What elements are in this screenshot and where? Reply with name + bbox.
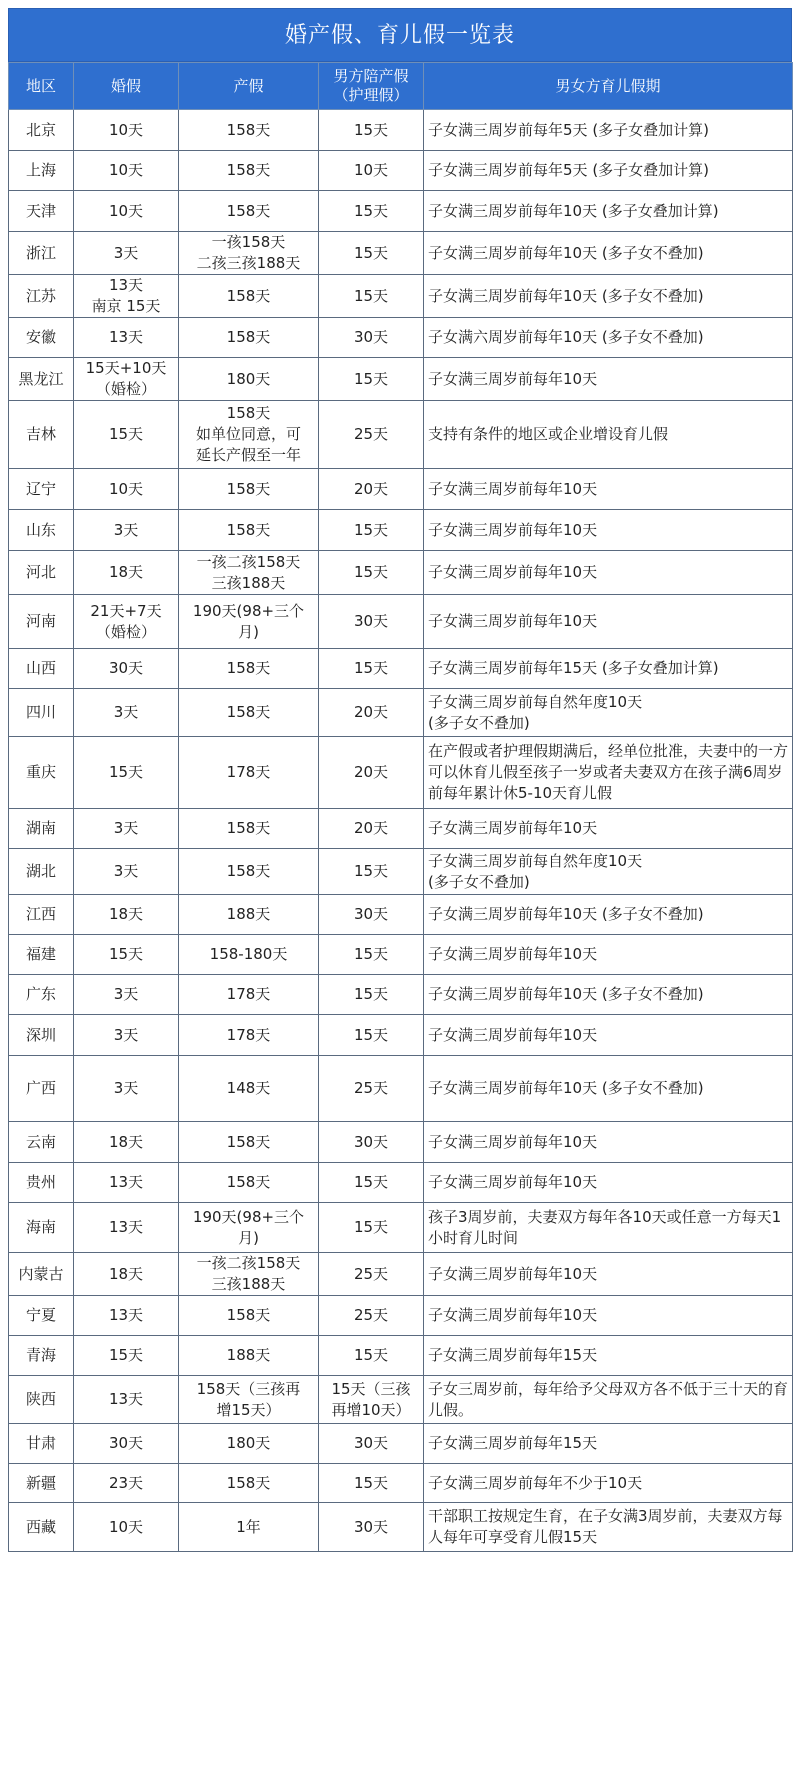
cell-paternity-leave: 15天 — [319, 1464, 424, 1503]
table-row — [9, 318, 793, 358]
cell-marriage-leave: 18天 — [74, 895, 179, 935]
cell-region: 安徽 — [9, 318, 74, 358]
cell-marriage-leave: 10天 — [74, 1503, 179, 1552]
table-row — [9, 151, 793, 191]
cell-maternity-leave: 158-180天 — [179, 935, 319, 975]
cell-maternity-leave: 180天 — [179, 1424, 319, 1464]
cell-childcare-leave: 支持有条件的地区或企业增设育儿假 — [424, 401, 793, 469]
cell-maternity-leave: 158天 — [179, 318, 319, 358]
cell-maternity-leave: 158天（三孩再 增15天） — [179, 1376, 319, 1424]
cell-region: 吉林 — [9, 401, 74, 469]
cell-region: 四川 — [9, 689, 74, 737]
cell-region: 北京 — [9, 110, 74, 151]
cell-childcare-leave: 子女满六周岁前每年10天 (多子女不叠加) — [424, 318, 793, 358]
cell-marriage-leave: 21天+7天 （婚检） — [74, 595, 179, 649]
cell-marriage-leave: 15天 — [74, 1336, 179, 1376]
cell-maternity-leave: 158天 — [179, 649, 319, 689]
cell-maternity-leave: 158天 — [179, 110, 319, 151]
cell-maternity-leave: 178天 — [179, 1015, 319, 1056]
leave-table-container — [8, 8, 792, 1552]
table-row — [9, 935, 793, 975]
cell-region: 广西 — [9, 1056, 74, 1122]
cell-marriage-leave: 10天 — [74, 469, 179, 510]
cell-childcare-leave: 子女满三周岁前每年5天 (多子女叠加计算) — [424, 151, 793, 191]
cell-maternity-leave: 158天 — [179, 1296, 319, 1336]
cell-maternity-leave: 一孩二孩158天 三孩188天 — [179, 1253, 319, 1296]
table-row — [9, 1424, 793, 1464]
table-row — [9, 551, 793, 595]
cell-marriage-leave: 3天 — [74, 510, 179, 551]
cell-region: 湖北 — [9, 849, 74, 895]
table-row — [9, 1253, 793, 1296]
cell-region: 重庆 — [9, 737, 74, 809]
cell-childcare-leave: 子女满三周岁前每年10天 (多子女不叠加) — [424, 1056, 793, 1122]
cell-marriage-leave: 13天 — [74, 1296, 179, 1336]
cell-region: 青海 — [9, 1336, 74, 1376]
cell-paternity-leave: 25天 — [319, 1056, 424, 1122]
cell-region: 云南 — [9, 1122, 74, 1163]
leave-table — [8, 62, 793, 1552]
table-title: 婚产假、育儿假一览表 — [8, 8, 792, 62]
cell-childcare-leave: 子女满三周岁前每年10天 (多子女不叠加) — [424, 275, 793, 318]
cell-marriage-leave: 3天 — [74, 849, 179, 895]
table-row — [9, 1296, 793, 1336]
cell-paternity-leave: 15天 — [319, 1336, 424, 1376]
cell-marriage-leave: 3天 — [74, 809, 179, 849]
cell-region: 山西 — [9, 649, 74, 689]
cell-paternity-leave: 10天 — [319, 151, 424, 191]
table-row — [9, 649, 793, 689]
cell-paternity-leave: 15天 — [319, 649, 424, 689]
cell-maternity-leave: 158天 — [179, 275, 319, 318]
cell-marriage-leave: 10天 — [74, 191, 179, 232]
table-row — [9, 809, 793, 849]
cell-paternity-leave: 30天 — [319, 895, 424, 935]
cell-region: 辽宁 — [9, 469, 74, 510]
cell-maternity-leave: 158天 — [179, 151, 319, 191]
cell-marriage-leave: 18天 — [74, 1122, 179, 1163]
cell-childcare-leave: 子女满三周岁前每年10天 (多子女不叠加) — [424, 975, 793, 1015]
cell-childcare-leave: 子女满三周岁前每年10天 — [424, 935, 793, 975]
cell-paternity-leave: 30天 — [319, 1122, 424, 1163]
cell-marriage-leave: 13天 — [74, 1376, 179, 1424]
cell-maternity-leave: 158天 — [179, 809, 319, 849]
cell-maternity-leave: 158天 如单位同意，可 延长产假至一年 — [179, 401, 319, 469]
cell-paternity-leave: 20天 — [319, 809, 424, 849]
cell-region: 深圳 — [9, 1015, 74, 1056]
cell-maternity-leave: 158天 — [179, 191, 319, 232]
table-row — [9, 1015, 793, 1056]
cell-maternity-leave: 158天 — [179, 469, 319, 510]
cell-marriage-leave: 15天+10天 （婚检） — [74, 358, 179, 401]
cell-childcare-leave: 子女满三周岁前每年10天 (多子女不叠加) — [424, 232, 793, 275]
cell-region: 西藏 — [9, 1503, 74, 1552]
header-row — [9, 63, 793, 110]
table-row — [9, 232, 793, 275]
cell-region: 天津 — [9, 191, 74, 232]
cell-region: 海南 — [9, 1203, 74, 1253]
cell-maternity-leave: 178天 — [179, 975, 319, 1015]
cell-childcare-leave: 子女满三周岁前每年10天 — [424, 469, 793, 510]
cell-maternity-leave: 158天 — [179, 689, 319, 737]
cell-paternity-leave: 30天 — [319, 1503, 424, 1552]
cell-marriage-leave: 18天 — [74, 1253, 179, 1296]
table-row — [9, 1376, 793, 1424]
cell-paternity-leave: 25天 — [319, 401, 424, 469]
cell-region: 福建 — [9, 935, 74, 975]
table-row — [9, 110, 793, 151]
table-row — [9, 1122, 793, 1163]
cell-paternity-leave: 15天 — [319, 849, 424, 895]
cell-childcare-leave: 子女满三周岁前每年10天 — [424, 358, 793, 401]
cell-childcare-leave: 子女满三周岁前每自然年度10天 (多子女不叠加) — [424, 689, 793, 737]
cell-region: 上海 — [9, 151, 74, 191]
cell-childcare-leave: 孩子3周岁前，夫妻双方每年各10天或任意一方每天1小时育儿时间 — [424, 1203, 793, 1253]
table-row — [9, 689, 793, 737]
table-row — [9, 737, 793, 809]
header-childcare-leave: 男女方育儿假期 — [424, 63, 793, 110]
cell-paternity-leave: 30天 — [319, 595, 424, 649]
table-row — [9, 358, 793, 401]
cell-marriage-leave: 30天 — [74, 1424, 179, 1464]
header-region: 地区 — [9, 63, 74, 110]
table-row — [9, 1464, 793, 1503]
cell-childcare-leave: 子女满三周岁前每年15天 — [424, 1336, 793, 1376]
cell-maternity-leave: 190天(98+三个 月) — [179, 595, 319, 649]
cell-paternity-leave: 15天 — [319, 191, 424, 232]
cell-marriage-leave: 3天 — [74, 1015, 179, 1056]
cell-marriage-leave: 3天 — [74, 689, 179, 737]
header-maternity-leave: 产假 — [179, 63, 319, 110]
cell-region: 甘肃 — [9, 1424, 74, 1464]
cell-marriage-leave: 3天 — [74, 1056, 179, 1122]
cell-paternity-leave: 15天 — [319, 975, 424, 1015]
cell-childcare-leave: 子女满三周岁前每年10天 (多子女叠加计算) — [424, 191, 793, 232]
cell-childcare-leave: 子女满三周岁前每年10天 — [424, 1122, 793, 1163]
header-paternity-leave: 男方陪产假 （护理假） — [319, 63, 424, 110]
table-body — [9, 110, 793, 1552]
table-row — [9, 1056, 793, 1122]
cell-childcare-leave: 子女满三周岁前每年不少于10天 — [424, 1464, 793, 1503]
table-row — [9, 469, 793, 510]
cell-region: 陕西 — [9, 1376, 74, 1424]
cell-marriage-leave: 15天 — [74, 737, 179, 809]
cell-region: 内蒙古 — [9, 1253, 74, 1296]
cell-marriage-leave: 13天 — [74, 318, 179, 358]
cell-maternity-leave: 188天 — [179, 1336, 319, 1376]
cell-marriage-leave: 18天 — [74, 551, 179, 595]
cell-marriage-leave: 10天 — [74, 110, 179, 151]
cell-maternity-leave: 188天 — [179, 895, 319, 935]
cell-paternity-leave: 15天 — [319, 358, 424, 401]
cell-childcare-leave: 子女满三周岁前每年5天 (多子女叠加计算) — [424, 110, 793, 151]
cell-childcare-leave: 子女满三周岁前每年10天 — [424, 1015, 793, 1056]
header-marriage-leave: 婚假 — [74, 63, 179, 110]
cell-childcare-leave: 子女满三周岁前每年10天 — [424, 510, 793, 551]
cell-paternity-leave: 15天（三孩 再增10天） — [319, 1376, 424, 1424]
cell-maternity-leave: 190天(98+三个 月) — [179, 1203, 319, 1253]
table-row — [9, 1163, 793, 1203]
cell-childcare-leave: 干部职工按规定生育，在子女满3周岁前，夫妻双方每人每年可享受育儿假15天 — [424, 1503, 793, 1552]
cell-childcare-leave: 子女满三周岁前每年15天 — [424, 1424, 793, 1464]
cell-maternity-leave: 158天 — [179, 849, 319, 895]
cell-childcare-leave: 子女满三周岁前每年10天 — [424, 809, 793, 849]
cell-paternity-leave: 20天 — [319, 689, 424, 737]
cell-region: 宁夏 — [9, 1296, 74, 1336]
cell-childcare-leave: 子女满三周岁前每年10天 (多子女不叠加) — [424, 895, 793, 935]
cell-region: 浙江 — [9, 232, 74, 275]
cell-paternity-leave: 15天 — [319, 551, 424, 595]
cell-region: 广东 — [9, 975, 74, 1015]
cell-marriage-leave: 30天 — [74, 649, 179, 689]
cell-region: 河南 — [9, 595, 74, 649]
cell-paternity-leave: 25天 — [319, 1253, 424, 1296]
cell-region: 山东 — [9, 510, 74, 551]
cell-region: 湖南 — [9, 809, 74, 849]
table-row — [9, 975, 793, 1015]
cell-maternity-leave: 一孩158天 二孩三孩188天 — [179, 232, 319, 275]
cell-marriage-leave: 15天 — [74, 401, 179, 469]
cell-paternity-leave: 20天 — [319, 737, 424, 809]
cell-maternity-leave: 一孩二孩158天 三孩188天 — [179, 551, 319, 595]
cell-marriage-leave: 3天 — [74, 232, 179, 275]
cell-maternity-leave: 158天 — [179, 1122, 319, 1163]
cell-paternity-leave: 15天 — [319, 510, 424, 551]
cell-childcare-leave: 子女三周岁前，每年给予父母双方各不低于三十天的育儿假。 — [424, 1376, 793, 1424]
table-row — [9, 510, 793, 551]
cell-marriage-leave: 10天 — [74, 151, 179, 191]
cell-marriage-leave: 3天 — [74, 975, 179, 1015]
cell-region: 贵州 — [9, 1163, 74, 1203]
cell-paternity-leave: 15天 — [319, 935, 424, 975]
cell-marriage-leave: 15天 — [74, 935, 179, 975]
table-row — [9, 849, 793, 895]
cell-maternity-leave: 148天 — [179, 1056, 319, 1122]
table-row — [9, 1203, 793, 1253]
table-row — [9, 595, 793, 649]
cell-region: 江西 — [9, 895, 74, 935]
cell-marriage-leave: 13天 — [74, 1163, 179, 1203]
table-row — [9, 895, 793, 935]
cell-childcare-leave: 子女满三周岁前每自然年度10天 (多子女不叠加) — [424, 849, 793, 895]
cell-childcare-leave: 子女满三周岁前每年10天 — [424, 1296, 793, 1336]
cell-marriage-leave: 13天 南京 15天 — [74, 275, 179, 318]
cell-maternity-leave: 1年 — [179, 1503, 319, 1552]
table-row — [9, 275, 793, 318]
cell-paternity-leave: 15天 — [319, 275, 424, 318]
cell-marriage-leave: 23天 — [74, 1464, 179, 1503]
cell-maternity-leave: 158天 — [179, 1163, 319, 1203]
table-row — [9, 1336, 793, 1376]
cell-paternity-leave: 15天 — [319, 1015, 424, 1056]
cell-childcare-leave: 子女满三周岁前每年10天 — [424, 551, 793, 595]
cell-region: 黑龙江 — [9, 358, 74, 401]
cell-maternity-leave: 180天 — [179, 358, 319, 401]
cell-region: 新疆 — [9, 1464, 74, 1503]
cell-paternity-leave: 15天 — [319, 232, 424, 275]
table-row — [9, 401, 793, 469]
cell-childcare-leave: 子女满三周岁前每年10天 — [424, 1253, 793, 1296]
cell-paternity-leave: 15天 — [319, 1163, 424, 1203]
cell-paternity-leave: 25天 — [319, 1296, 424, 1336]
cell-maternity-leave: 158天 — [179, 1464, 319, 1503]
cell-paternity-leave: 30天 — [319, 318, 424, 358]
table-row — [9, 191, 793, 232]
cell-maternity-leave: 158天 — [179, 510, 319, 551]
cell-childcare-leave: 子女满三周岁前每年15天 (多子女叠加计算) — [424, 649, 793, 689]
table-row — [9, 1503, 793, 1552]
cell-region: 河北 — [9, 551, 74, 595]
cell-childcare-leave: 子女满三周岁前每年10天 — [424, 1163, 793, 1203]
cell-childcare-leave: 在产假或者护理假期满后，经单位批准，夫妻中的一方可以休育儿假至孩子一岁或者夫妻双方在孩子满6周岁前每年累计休5-10天育儿假 — [424, 737, 793, 809]
cell-paternity-leave: 20天 — [319, 469, 424, 510]
cell-childcare-leave: 子女满三周岁前每年10天 — [424, 595, 793, 649]
cell-paternity-leave: 30天 — [319, 1424, 424, 1464]
cell-paternity-leave: 15天 — [319, 110, 424, 151]
cell-maternity-leave: 178天 — [179, 737, 319, 809]
cell-region: 江苏 — [9, 275, 74, 318]
cell-marriage-leave: 13天 — [74, 1203, 179, 1253]
cell-paternity-leave: 15天 — [319, 1203, 424, 1253]
